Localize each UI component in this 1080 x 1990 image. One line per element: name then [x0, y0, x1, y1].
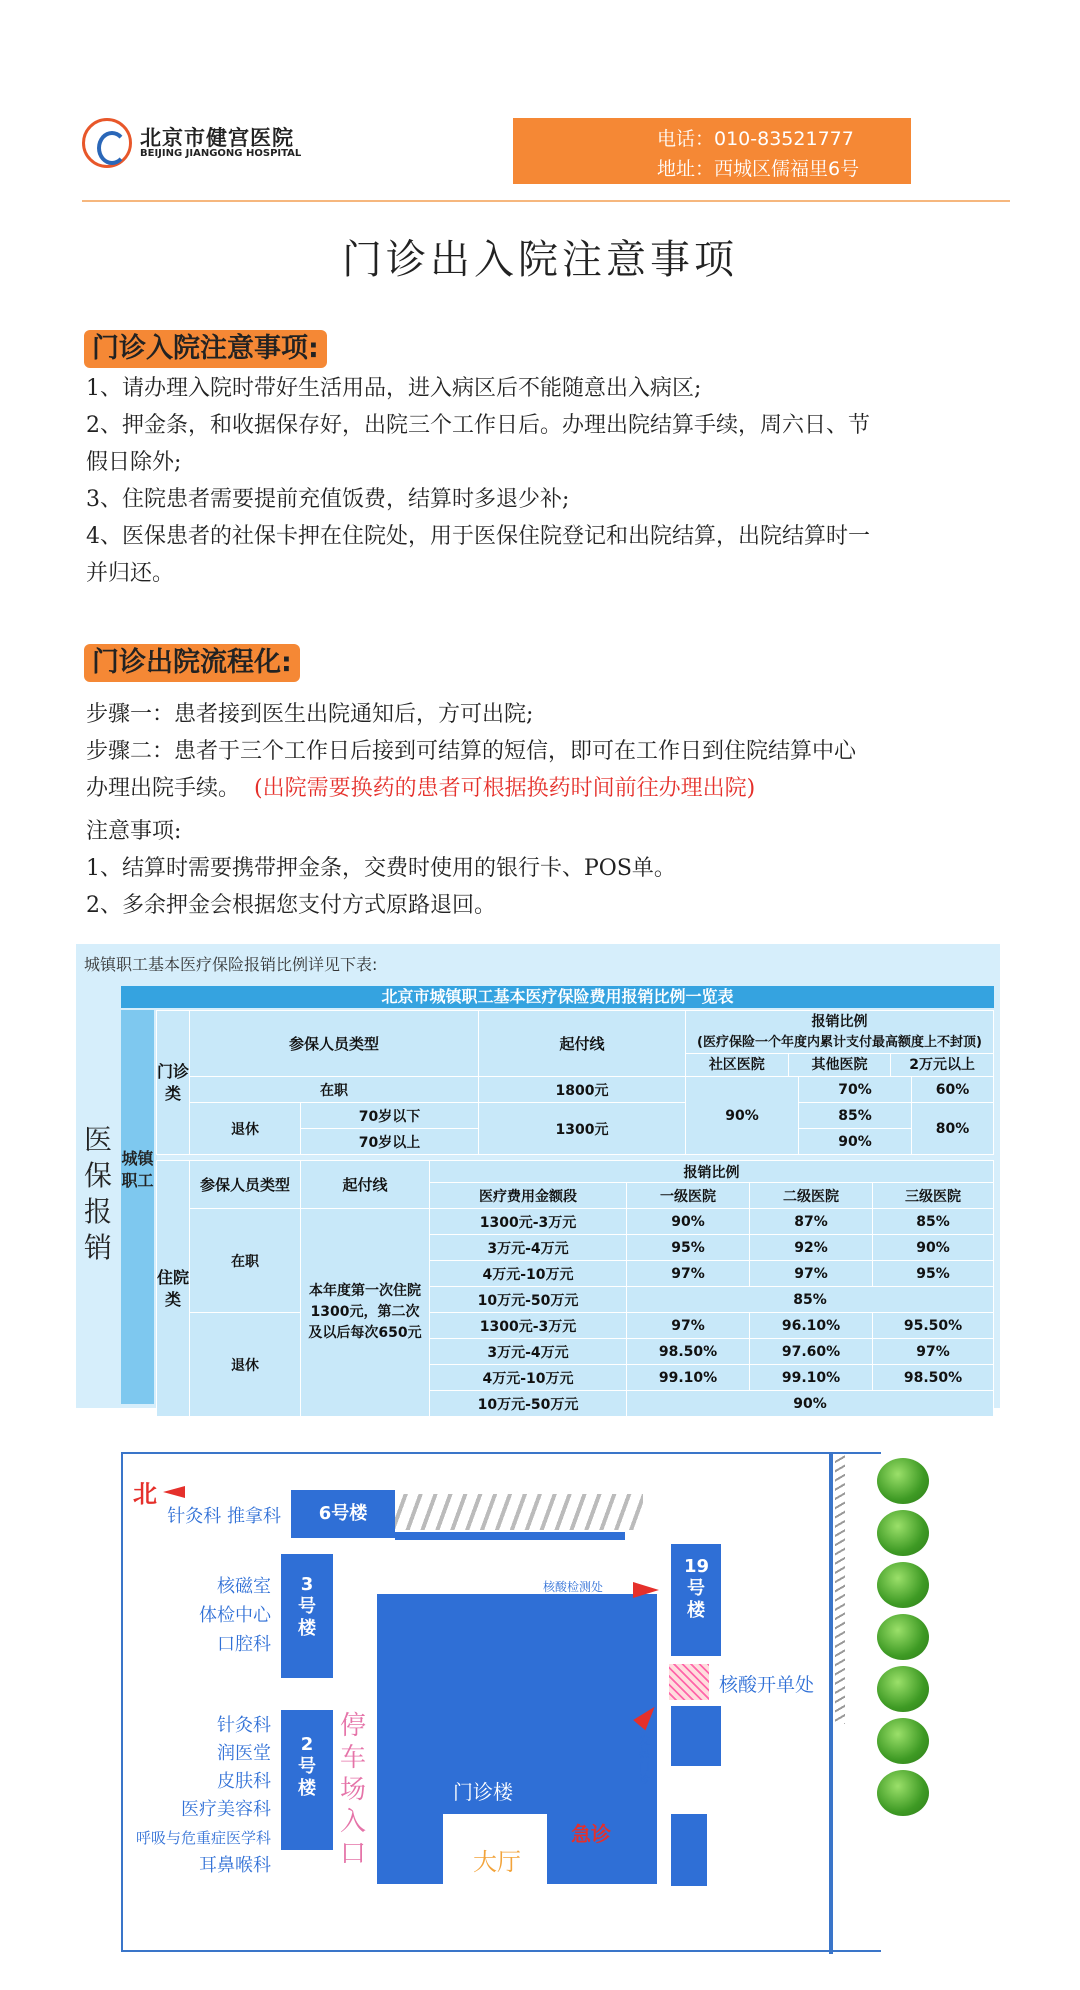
header-cell: 报销比例	[430, 1161, 994, 1183]
tree-icon	[877, 1770, 929, 1816]
table-cell: 97%	[873, 1339, 994, 1365]
wall	[829, 1454, 833, 1954]
outpatient-label: 门诊类	[157, 1011, 190, 1155]
table-cell: 在职	[190, 1077, 479, 1103]
address: 地址：西城区儒福里6号	[657, 158, 860, 180]
side-label: 医保报销	[83, 1123, 112, 1264]
table-cell: 97%	[627, 1261, 750, 1287]
header-cell	[685, 1011, 993, 1077]
table-cell: 1300元	[478, 1103, 685, 1155]
section1-heading: 门诊入院注意事项:	[84, 330, 327, 368]
table-cell: 退休	[190, 1313, 301, 1417]
ratio-header: 报销比例	[811, 1014, 868, 1030]
north-arrow-icon	[163, 1486, 185, 1498]
wall	[395, 1532, 625, 1540]
note-line: 2、多余押金会根据您支付方式原路退回。	[86, 893, 496, 918]
fever-clinic-label: 发热门诊	[639, 1734, 650, 1786]
table-title: 北京市城镇职工基本医疗保险费用报销比例一览表	[121, 986, 994, 1008]
section2-body	[86, 696, 1006, 924]
header-cell: 二级医院	[750, 1183, 873, 1209]
note-line: 1、结算时需要携带押金条，交费时使用的银行卡、POS单。	[86, 856, 676, 881]
table-cell: 92%	[750, 1235, 873, 1261]
table-cell: 99.10%	[750, 1365, 873, 1391]
header-cell: 一级医院	[627, 1183, 750, 1209]
table-cell: 95%	[873, 1261, 994, 1287]
building-3-label: 3号楼	[298, 1574, 316, 1639]
notes-title: 注意事项:	[86, 819, 182, 844]
table-cell: 4万元-10万元	[430, 1261, 627, 1287]
table-cell: 10万元-50万元	[430, 1391, 627, 1417]
tree-icon	[877, 1666, 929, 1712]
hatch-area	[835, 1454, 845, 1724]
tree-icon	[877, 1510, 929, 1556]
tree-icon	[877, 1718, 929, 1764]
contact-box	[513, 118, 911, 184]
section1-line: 1、请办理入院时带好生活用品，进入病区后不能随意出入病区;	[86, 376, 702, 401]
building-2	[281, 1710, 333, 1850]
hall-label: 大厅	[473, 1848, 521, 1876]
header-cell: 三级医院	[873, 1183, 994, 1209]
phone: 电话：010-83521777	[657, 128, 854, 150]
table-cell: 4万元-10万元	[430, 1365, 627, 1391]
dept-label: 皮肤科	[217, 1771, 271, 1792]
building-3	[281, 1554, 333, 1678]
outpatient-building-label: 门诊楼	[453, 1780, 513, 1804]
inpatient-label: 住院类	[157, 1161, 190, 1417]
col-header: 其他医院	[789, 1054, 892, 1076]
arrow-icon	[633, 1582, 659, 1598]
table-cell: 3万元-4万元	[430, 1339, 627, 1365]
hospital-logo	[82, 118, 302, 168]
table-cell: 70%	[798, 1077, 911, 1103]
table-cell: 90%	[873, 1235, 994, 1261]
dept-label: 医疗美容科	[181, 1799, 271, 1820]
header-cell: 医疗费用金额段	[430, 1183, 627, 1209]
dept-label: 耳鼻喉科	[199, 1855, 271, 1876]
table-cell: 70岁以下	[301, 1103, 479, 1129]
table-cell: 90%	[685, 1077, 798, 1155]
table-cell: 10万元-50万元	[430, 1287, 627, 1313]
section1-line: 并归还。	[86, 561, 175, 586]
header-cell: 起付线	[301, 1161, 430, 1209]
logo-name-cn: 北京市健宫医院	[140, 126, 294, 150]
table-cell: 95%	[627, 1235, 750, 1261]
table-cell: 1300元-3万元	[430, 1209, 627, 1235]
parking-entrance: 停车场入口	[339, 1711, 366, 1869]
nucleic-booth	[669, 1664, 709, 1700]
table-cell: 97%	[750, 1261, 873, 1287]
tree-icon	[877, 1458, 929, 1504]
table-cell: 90%	[627, 1391, 994, 1417]
table-cell: 1800元	[478, 1077, 685, 1103]
outpatient-table	[156, 1010, 994, 1155]
table-cell: 70岁以上	[301, 1129, 479, 1155]
section2-line: 步骤一：患者接到医生出院通知后，方可出院;	[86, 702, 534, 727]
section1-body	[86, 370, 1006, 592]
building-2-depts	[123, 1712, 271, 1880]
building-small	[671, 1814, 707, 1886]
section2-line: 步骤二：患者于三个工作日后接到可结算的短信，即可在工作日到住院结算中心	[86, 739, 857, 764]
dept-label: 口腔科	[217, 1634, 271, 1655]
table-cell: 60%	[911, 1077, 993, 1103]
logo-name-en: BEIJING JIANGONG HOSPITAL	[140, 148, 302, 159]
north-label: 北	[133, 1480, 157, 1508]
table-cell: 85%	[873, 1209, 994, 1235]
emergency-label: 急诊	[571, 1822, 611, 1846]
building-small	[671, 1706, 721, 1766]
section2-line	[86, 770, 1006, 807]
table-cell: 97.60%	[750, 1339, 873, 1365]
nucleic-test-label: 核酸检测处	[543, 1580, 604, 1594]
col-header: 2万元以上	[909, 1057, 976, 1073]
section1-line: 2、押金条，和收据保存好，出院三个工作日后。办理出院结算手续，周六日、节	[86, 413, 870, 438]
section1-line: 4、医保患者的社保卡押在住院处，用于医保住院登记和出院结算，出院结算时一	[86, 524, 870, 549]
table-cell: 87%	[750, 1209, 873, 1235]
table-cell: 85%	[798, 1103, 911, 1129]
red-note: (出院需要换药的患者可根据换药时间前往办理出院)	[254, 776, 756, 801]
ratio-note: (医疗保险一个年度内累计支付最高额度上不封顶)	[697, 1035, 982, 1050]
section1-line: 假日除外;	[86, 450, 182, 475]
header-cell: 参保人员类型	[190, 1161, 301, 1209]
group-label: 城镇职工	[121, 1149, 154, 1190]
table-cell: 98.50%	[627, 1339, 750, 1365]
table-cell: 本年度第一次住院1300元，第二次及以后每次650元	[301, 1209, 430, 1417]
dept-label: 呼吸与危重症医学科	[135, 1829, 271, 1847]
table-cell: 85%	[627, 1287, 994, 1313]
table-cell: 98.50%	[873, 1365, 994, 1391]
dept-label: 针灸科	[217, 1715, 271, 1736]
inpatient-table	[156, 1160, 994, 1417]
building-19-label: 19号楼	[684, 1556, 710, 1621]
logo-emblem-icon	[82, 118, 132, 168]
table-cell: 90%	[798, 1129, 911, 1155]
col-header: 社区医院	[686, 1054, 789, 1076]
table-cell: 90%	[627, 1209, 750, 1235]
table-cell: 97%	[627, 1313, 750, 1339]
tree-icon	[877, 1614, 929, 1660]
table-cell: 1300元-3万元	[430, 1313, 627, 1339]
table-cell: 99.10%	[627, 1365, 750, 1391]
dept-label: 体检中心	[199, 1605, 271, 1626]
building-2-label: 2号楼	[298, 1734, 316, 1799]
table-cell: 80%	[911, 1103, 993, 1155]
table-cell: 3万元-4万元	[430, 1235, 627, 1261]
table-cell: 在职	[190, 1209, 301, 1313]
nucleic-order-label: 核酸开单处	[719, 1674, 815, 1696]
tree-icon	[877, 1562, 929, 1608]
header-divider	[82, 200, 1010, 202]
table-caption: 城镇职工基本医疗保险报销比例详见下表:	[84, 955, 378, 974]
section2-line-text: 办理出院手续。	[86, 776, 241, 801]
header-cell: 参保人员类型	[190, 1011, 479, 1077]
table-cell: 退休	[190, 1103, 301, 1155]
building-6-depts: 针灸科 推拿科	[167, 1506, 281, 1527]
campus-map	[121, 1452, 881, 1952]
building-6: 6号楼	[291, 1490, 395, 1538]
page-title: 门诊出入院注意事项	[342, 237, 738, 283]
section2-heading: 门诊出院流程化:	[84, 644, 300, 682]
group-bar	[121, 1010, 154, 1404]
header-cell: 起付线	[478, 1011, 685, 1077]
building-3-depts	[127, 1572, 271, 1659]
dept-label: 润医堂	[217, 1743, 271, 1764]
section1-line: 3、住院患者需要提前充值饭费，结算时多退少补;	[86, 487, 570, 512]
hatch-area	[393, 1494, 643, 1530]
table-cell: 96.10%	[750, 1313, 873, 1339]
dept-label: 核磁室	[217, 1576, 271, 1597]
table-cell: 95.50%	[873, 1313, 994, 1339]
building-19	[671, 1544, 721, 1656]
